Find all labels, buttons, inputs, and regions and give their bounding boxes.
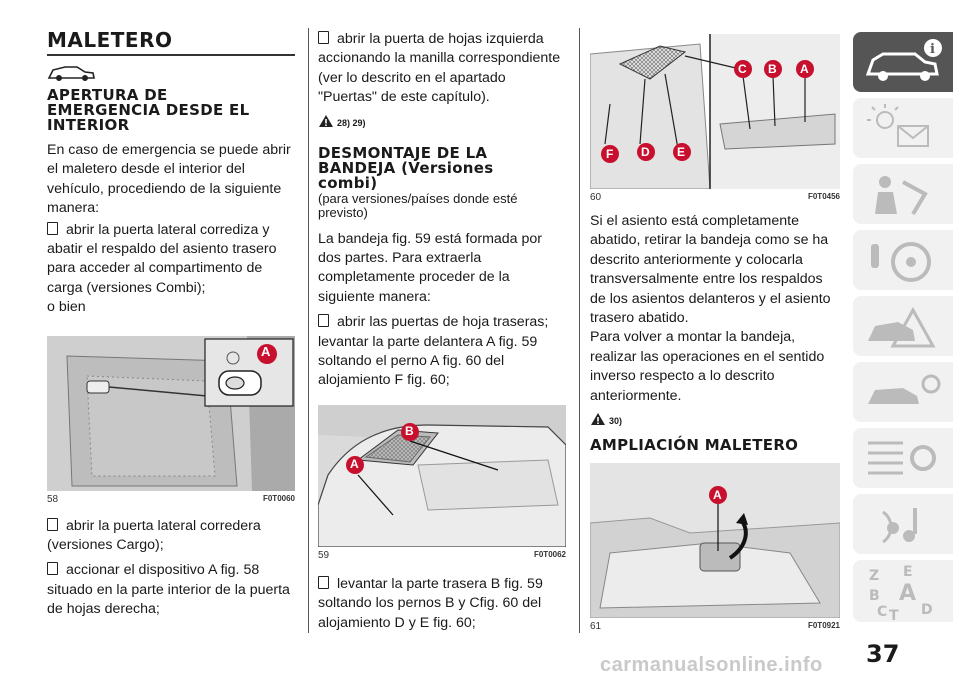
page-title: MALETERO [47, 28, 173, 52]
car-info-icon [853, 32, 953, 92]
watermark: carmanualsonline.info [600, 654, 823, 676]
checkbox-bullet-icon [318, 314, 329, 327]
figure-caption-59 [318, 550, 566, 561]
service-icon [853, 362, 953, 422]
or-text: o bien [47, 299, 86, 316]
warning-triangle-icon [590, 412, 606, 426]
bullet-item: levantar la parte trasera B fig. 59 soltando los pernos B y Cfig. 60 del alojamiento D y E fig. 60; [318, 575, 543, 631]
bullet-item: abrir la puerta lateral corredera (versiones Cargo); [47, 517, 261, 554]
figure-label-b: B [405, 423, 414, 438]
tab-multimedia[interactable] [853, 494, 953, 554]
checkbox-bullet-icon [47, 518, 58, 531]
figure-code: F0T0060 [262, 493, 295, 503]
figure-caption-60 [590, 192, 840, 203]
section-subtitle: (para versiones/países donde esté previsto) [318, 190, 518, 220]
section-title-emergency: APERTURA DE EMERGENCIA DESDE EL INTERIOR [47, 86, 250, 134]
steering-wheel-icon [853, 230, 953, 290]
column-1 [47, 0, 295, 620]
figure-60 [590, 34, 840, 189]
tab-maintenance[interactable] [853, 362, 953, 422]
column-divider [579, 28, 580, 633]
figure-label-a: A [800, 62, 809, 76]
figure-label-f: F [606, 147, 614, 161]
figure-caption-61 [590, 621, 840, 632]
tab-warning-lights[interactable] [853, 98, 953, 158]
figure-caption-58 [47, 494, 295, 505]
figure-code: F0T0062 [533, 549, 566, 559]
index-letter: D [921, 602, 933, 618]
figure-code: F0T0921 [807, 621, 840, 631]
airbag-icon [853, 164, 953, 224]
warning-lights-icon [853, 98, 953, 158]
multimedia-icon [853, 494, 953, 554]
column-2 [318, 0, 566, 633]
paragraph: La bandeja fig. 59 está formada por dos partes. Para extraerla completamente proceder de la siguiente manera: [318, 230, 543, 305]
index-letter: B [869, 588, 880, 604]
figure-number: 59 [318, 549, 330, 561]
index-letter: Z [869, 568, 880, 584]
warning-reference: 28) 29) [318, 114, 566, 128]
chapter-tabs [853, 32, 960, 628]
checkbox-bullet-icon [318, 576, 329, 589]
figure-label-a: A [261, 343, 271, 359]
checkbox-bullet-icon [47, 222, 58, 235]
figure-number: 58 [47, 493, 59, 505]
figure-59 [318, 405, 566, 547]
figure-label-b: B [768, 62, 777, 76]
paragraph: Si el asiento está completamente abatido, retirar la bandeja como se ha descrito anteriormente y colocarla transversalmente entre los respaldos de los asientos delanteros y el asiento trasero abatido. [590, 213, 831, 327]
breakdown-icon [853, 296, 953, 356]
figure-label-e: E [677, 145, 686, 159]
figure-61 [590, 463, 840, 618]
figure-label-a: A [713, 488, 722, 503]
bullet-item: abrir las puertas de hoja traseras; levantar la parte delantera A fig. 59 soltando el perno A fig. 60 del alojamiento F fig. 60; [318, 314, 549, 389]
section-title-shelf: DESMONTAJE DE LA BANDEJA (Versiones combi) [318, 143, 494, 192]
checkbox-bullet-icon [47, 562, 58, 575]
index-letter: T [889, 608, 899, 622]
tab-index[interactable] [853, 560, 953, 622]
section-title-trunk-expansion: AMPLIACIÓN MALETERO [590, 436, 799, 455]
figure-58 [47, 336, 295, 491]
figure-number: 60 [590, 192, 602, 203]
column-divider [308, 28, 309, 633]
tab-vehicle-info[interactable] [853, 32, 953, 92]
paragraph: Para volver a montar la bandeja, realizar las operaciones en el sentido inverso respecto a lo descrito anteriormente. [590, 329, 825, 404]
tab-safety[interactable] [853, 164, 953, 224]
column-3 [590, 0, 840, 632]
tab-technical-data[interactable] [853, 428, 953, 488]
warning-triangle-icon [318, 114, 334, 128]
service-icon [853, 428, 953, 488]
page-number: 37 [866, 640, 900, 668]
index-letter: E [903, 564, 913, 580]
index-icon [853, 560, 953, 622]
figure-number: 61 [590, 621, 602, 633]
index-letter: C [877, 604, 888, 620]
warning-reference: 30) [590, 412, 840, 426]
svg-text:i: i [930, 42, 935, 57]
figure-code: F0T0456 [807, 192, 840, 201]
figure-label-c: C [738, 62, 747, 76]
tab-emergency[interactable] [853, 296, 953, 356]
intro-text: En caso de emergencia se puede abrir el maletero desde el interior del vehículo, procediendo de la siguiente manera: [47, 142, 291, 217]
vehicle-icon [47, 62, 295, 84]
tab-driving[interactable] [853, 230, 953, 290]
checkbox-bullet-icon [318, 31, 329, 44]
figure-label-a: A [350, 456, 359, 471]
bullet-item: abrir la puerta de hojas izquierda accionando la manilla correspondiente (ver lo descrito en el apartado "Puertas" de este capítulo). [318, 31, 561, 106]
bullet-item: accionar el dispositivo A fig. 58 situado en la parte interior de la puerta de hojas derecha; [47, 562, 290, 618]
title-rule [47, 54, 295, 56]
bullet-item: abrir la puerta lateral corrediza y abatir el respaldo del asiento trasero para acceder al compartimento de carga (versiones Combi); [47, 221, 277, 296]
index-letter: A [899, 581, 917, 606]
figure-label-d: D [641, 145, 650, 159]
